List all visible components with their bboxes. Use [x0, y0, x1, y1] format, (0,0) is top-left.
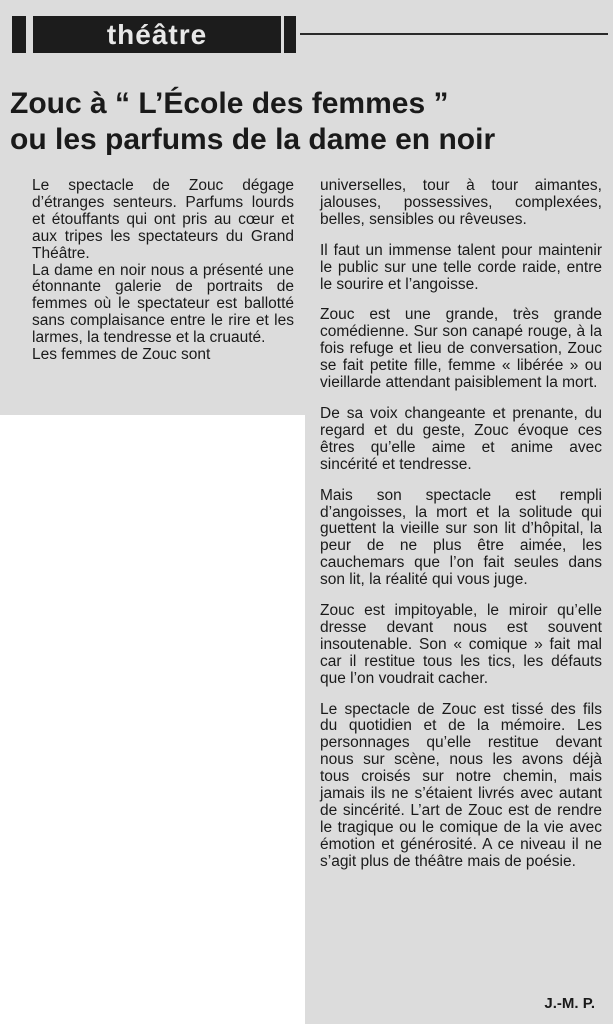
paragraph: Mais son spectacle est rempli d’angoisses, la mort et la solitude qui guettent la vieille sur son lit d’hôpital, la peur de ne plus être aimée, les cauchemars que l’on fait seules dans son lit, la réalité qui vous juge. — [320, 486, 602, 589]
paragraph: Zouc est impitoyable, le miroir qu’elle dresse devant nous est souvent insoutenable. Son « comique » fait mal car il restitue tous les tics, les défauts que l’on voudrait cacher. — [320, 602, 602, 687]
headline-line-1: Zouc à “ L’École des femmes ” — [10, 87, 449, 120]
author-signature: J.-M. P. — [544, 995, 595, 1012]
paragraph: Il faut un immense talent pour maintenir le public sur une telle corde raide, entre le sourire et l’angoisse. — [320, 241, 602, 293]
rubric-bar-left — [12, 16, 26, 53]
headline — [10, 86, 610, 158]
article-right-column — [320, 178, 602, 871]
paragraph: Le spectacle de Zouc est tissé des fils du quotidien et de la mémoire. Les personnages qu’elle restitue devant nous sur scène, nous les avons déjà tous croisés sur notre chemin, mais jamais ils ne s’étaient livrés avec autant de sincérité. L’art de Zouc est de rendre le tragique ou le comique de la vie avec émotion et générosité. A ce niveau il ne s’agit plus de théâtre mais de poésie. — [320, 700, 602, 870]
paragraph: Le spectacle de Zouc dégage d’étranges senteurs. Parfums lourds et étouffants qui ont pris au cœur et aux tripes les spectateurs du Grand Théâtre. — [32, 177, 294, 262]
headline-line-2: ou les parfums de la dame en noir — [10, 123, 496, 156]
paragraph: De sa voix changeante et prenante, du regard et du geste, Zouc évoque ces êtres qu’elle aime et anime avec sincérité et tendresse. — [320, 404, 602, 473]
paragraph: Zouc est une grande, très grande comédienne. Sur son canapé rouge, à la fois refuge et lieu de conversation, Zouc se fait petite fille, femme « libérée » ou vieillarde attendant paisiblement la mort. — [320, 306, 602, 392]
section-rubric: théâtre — [33, 16, 281, 53]
article-left-column — [32, 178, 294, 364]
rubric-rule — [300, 33, 608, 35]
paragraph: universelles, tour à tour aimantes, jalouses, possessives, complexées, belles, sensibles ou rêveuses. — [320, 177, 602, 228]
rubric-bar-right — [284, 16, 296, 53]
paragraph: La dame en noir nous a présenté une étonnante galerie de portraits de femmes où le spectateur est ballotté sans complaisance entre le rire et les larmes, la tendresse et la cruauté. — [32, 261, 294, 347]
paragraph: Les femmes de Zouc sont — [32, 346, 211, 364]
